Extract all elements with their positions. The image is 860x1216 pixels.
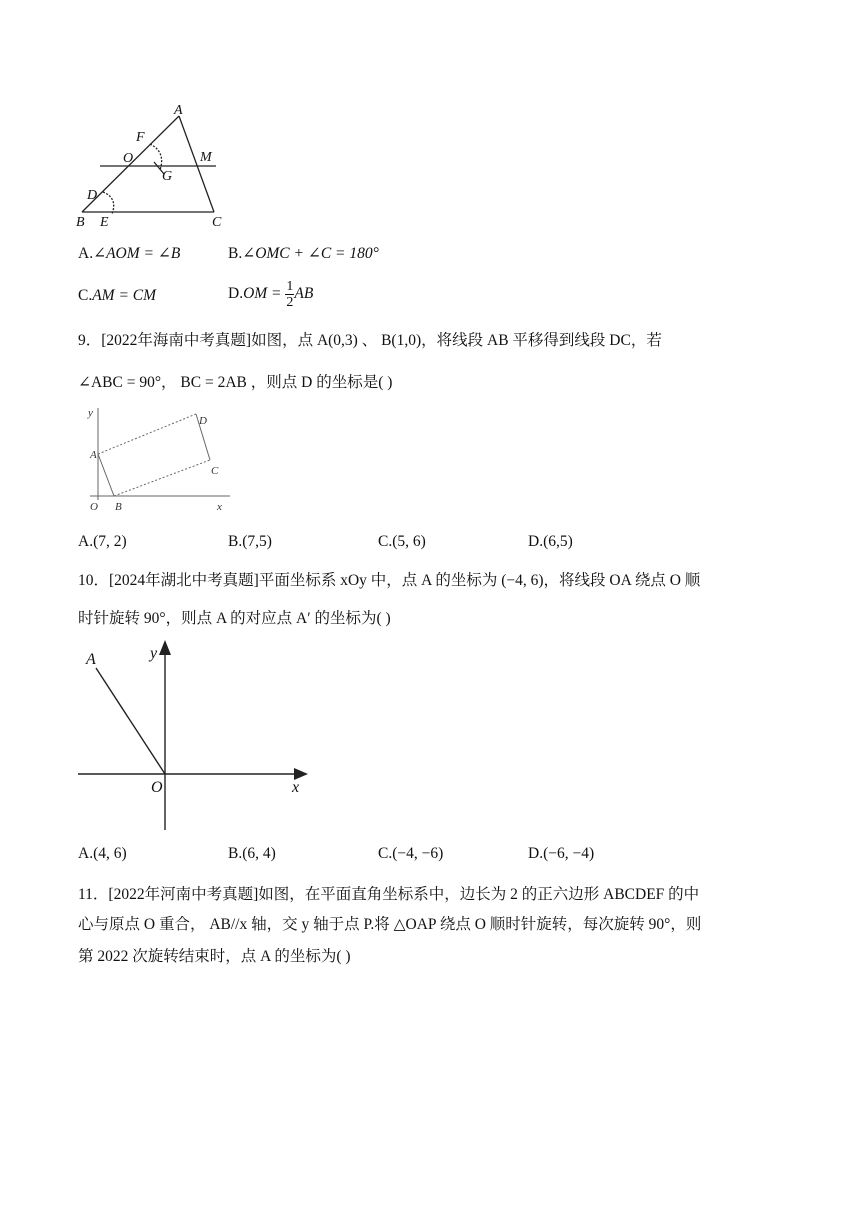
label-b: B: [76, 215, 85, 230]
q10-option-c[interactable]: [378, 844, 443, 864]
question-8-figure: [72, 100, 222, 232]
segment-ab: [98, 454, 114, 496]
label-o: O: [151, 779, 163, 796]
option-key: D.: [528, 845, 544, 862]
option-text: (6,5): [543, 533, 573, 550]
label-f: F: [136, 130, 145, 145]
fraction-numerator: 1: [286, 278, 294, 294]
label-d: D: [87, 188, 98, 203]
q9-option-d[interactable]: [528, 532, 573, 552]
option-text: OM =: [243, 285, 286, 302]
y-axis-arrow: [159, 640, 171, 655]
label-c: C: [212, 215, 222, 230]
option-key: A.: [78, 245, 94, 262]
option-text: AM = CM: [92, 287, 157, 304]
label-x: x: [217, 501, 222, 513]
q10-stem-line-1: 10．[2024年湖北中考真题]平面坐标系 xOy 中，点 A 的坐标为 (−4, 6)，将线段 OA 绕点 O 顺: [78, 572, 701, 589]
q9-stem-line-1: 9．[2022年海南中考真题]如图，点 A(0,3) 、 B(1,0)，将线段 AB 平移得到线段 DC，若: [78, 332, 662, 349]
label-o: O: [123, 151, 134, 166]
label-m: M: [200, 150, 212, 165]
question-9-figure: [84, 404, 234, 518]
option-text-suffix: AB: [294, 285, 314, 302]
option-text: (5, 6): [392, 533, 426, 550]
segment-ad: [98, 414, 196, 454]
option-text: (7, 2): [93, 533, 127, 550]
q8-option-a[interactable]: [78, 244, 180, 264]
option-text: (−4, −6): [392, 845, 444, 862]
q11-stem-line-1: 11．[2022年河南中考真题]如图，在平面直角坐标系中，边长为 2 的正六边形 ABCDEF 的中: [78, 886, 700, 903]
option-key: B.: [228, 245, 243, 262]
option-text: ∠AOM = ∠B: [93, 245, 181, 262]
q9-stem-line-2: ∠ABC = 90°， BC = 2AB ，则点 D 的坐标是( ): [78, 374, 393, 391]
label-a: A: [174, 103, 183, 118]
option-text: ∠OMC + ∠C = 180°: [242, 245, 379, 262]
label-d: D: [199, 415, 207, 427]
segment-oa: [96, 668, 165, 774]
q10-option-a[interactable]: [78, 844, 127, 864]
q11-stem-line-2: 心与原点 O 重合， AB//x 轴，交 y 轴于点 P.将 △OAP 绕点 O 顺时针旋转，每次旋转 90°，则: [78, 916, 702, 933]
label-g: G: [162, 169, 173, 184]
q10-option-b[interactable]: [228, 844, 276, 864]
option-text: (6, 4): [242, 845, 276, 862]
q8-option-b[interactable]: [228, 244, 379, 264]
q9-option-c[interactable]: [378, 532, 426, 552]
option-key: C.: [78, 287, 93, 304]
option-key: D.: [228, 285, 244, 302]
option-key: C.: [378, 533, 393, 550]
q11-stem-line-3: 第 2022 次旋转结束时，点 A 的坐标为( ): [78, 948, 351, 965]
option-key: B.: [228, 533, 243, 550]
option-key: D.: [528, 533, 544, 550]
segment-bc: [114, 460, 210, 496]
option-key: B.: [228, 845, 243, 862]
label-x: x: [292, 779, 300, 796]
label-a: A: [86, 651, 96, 668]
option-key: A.: [78, 845, 94, 862]
q9-option-a[interactable]: [78, 532, 127, 552]
label-y: y: [88, 407, 93, 419]
q10-stem-line-2: 时针旋转 90°，则点 A 的对应点 A′ 的坐标为( ): [78, 610, 391, 627]
fraction-denominator: 2: [286, 294, 294, 310]
question-10-figure: [76, 640, 316, 836]
label-e: E: [100, 215, 109, 230]
label-a: A: [90, 449, 97, 461]
option-key: A.: [78, 533, 94, 550]
option-text: (7,5): [242, 533, 272, 550]
option-text: (−6, −4): [543, 845, 595, 862]
label-o: O: [90, 501, 98, 513]
option-key: C.: [378, 845, 393, 862]
q8-option-c[interactable]: [78, 286, 156, 306]
option-text: (4, 6): [93, 845, 127, 862]
q8-option-d[interactable]: [228, 276, 313, 312]
label-y: y: [150, 645, 158, 662]
label-b: B: [115, 501, 122, 513]
label-c: C: [211, 465, 219, 477]
q10-option-d[interactable]: [528, 844, 594, 864]
q9-option-b[interactable]: [228, 532, 272, 552]
